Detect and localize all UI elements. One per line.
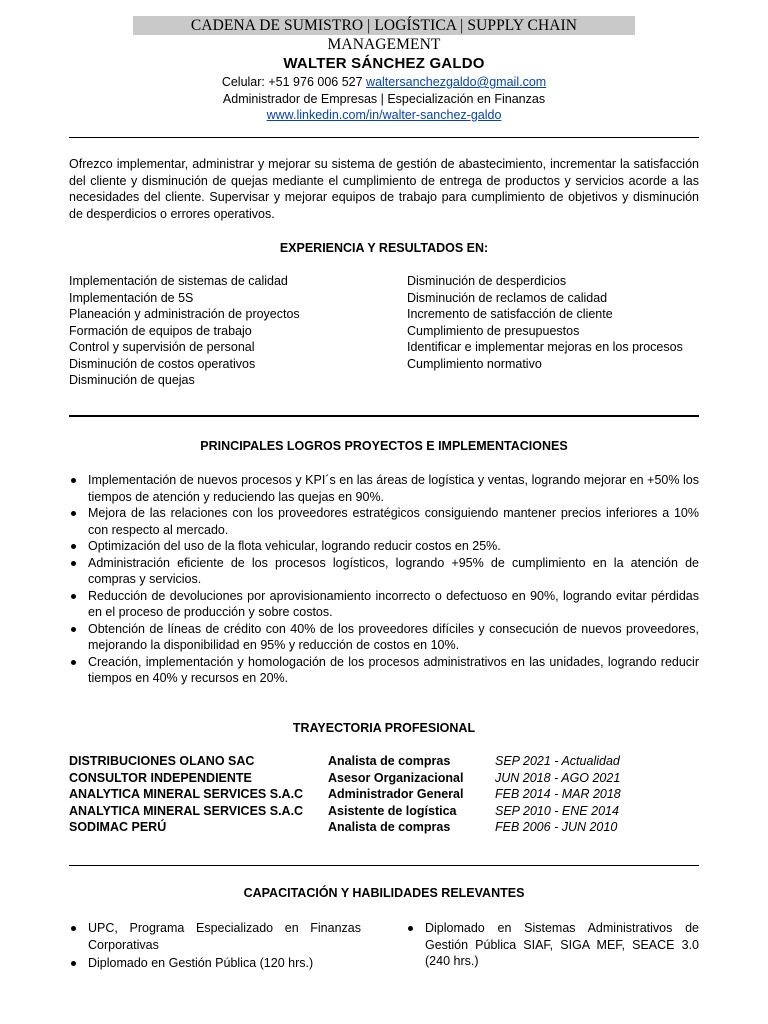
achievements-title: PRINCIPALES LOGROS PROYECTOS E IMPLEMENTACIONES bbox=[200, 439, 568, 453]
cv-header bbox=[0, 54, 768, 124]
section-divider bbox=[69, 415, 699, 417]
experience-item: Disminución de desperdicios bbox=[407, 274, 567, 288]
header-divider bbox=[69, 137, 699, 138]
skill-item: Diplomado en Sistemas Administrativos de Gestión Pública SIAF, SIGA MEF, SEACE 3.0 (240 hrs.) bbox=[406, 920, 699, 970]
experience-right-list bbox=[407, 273, 683, 372]
achievements-list bbox=[69, 472, 699, 687]
experience-item: Implementación de 5S bbox=[69, 290, 194, 305]
dates: JUN 2018 - AGO 2021 bbox=[495, 770, 621, 785]
skills-title: CAPACITACIÓN Y HABILIDADES RELEVANTES bbox=[243, 886, 525, 900]
experience-item: Cumplimiento normativo bbox=[407, 356, 542, 371]
experience-item: Identificar e implementar mejoras en los procesos bbox=[407, 340, 683, 354]
career-row bbox=[69, 819, 699, 836]
dates: SEP 2021 - Actualidad bbox=[495, 754, 620, 768]
bullet-icon bbox=[71, 544, 76, 549]
role: Analista de compras bbox=[328, 754, 451, 768]
profile-summary: Ofrezco implementar, administrar y mejorar su sistema de gestión de abastecimiento, incrementar la satisfacción del cliente y disminución de quejas mediante el cumplimiento de entrega de productos y servicios acorde a las necesidades del cliente. Supervisar y mejorar equipos de trabajo para cumplimiento de objetivos y disminución de desperdicios o errores operativos. bbox=[69, 157, 699, 221]
experience-left-list bbox=[69, 273, 300, 389]
achievement-item: Optimización del uso de la flota vehicular, logrando reducir costos en 25%. bbox=[69, 538, 699, 555]
company: ANALYTICA MINERAL SERVICES S.A.C bbox=[69, 787, 304, 801]
contact-line bbox=[0, 74, 768, 91]
career-row bbox=[69, 753, 699, 770]
role: Analista de compras bbox=[328, 820, 451, 834]
page-banner: CADENA DE SUMISTRO | LOGÍSTICA | SUPPLY CHAIN MANAGEMENT bbox=[133, 16, 635, 35]
experience-item: Control y supervisión de personal bbox=[69, 340, 255, 354]
career-title: TRAYECTORIA PROFESIONAL bbox=[292, 721, 476, 735]
career-row bbox=[69, 786, 699, 803]
experience-item: Implementación de sistemas de calidad bbox=[69, 274, 288, 288]
bullet-icon bbox=[71, 478, 76, 483]
experience-item: Disminución de reclamos de calidad bbox=[407, 290, 608, 305]
company: DISTRIBUCIONES OLANO SAC bbox=[69, 754, 255, 768]
dates: FEB 2006 - JUN 2010 bbox=[495, 820, 618, 834]
experience-item: Incremento de satisfacción de cliente bbox=[407, 307, 613, 321]
bullet-icon bbox=[71, 961, 76, 966]
role: Asesor Organizacional bbox=[328, 770, 464, 785]
experience-item: Cumplimiento de presupuestos bbox=[407, 323, 580, 338]
dates: FEB 2014 - MAR 2018 bbox=[495, 787, 621, 801]
company: ANALYTICA MINERAL SERVICES S.A.C bbox=[69, 803, 304, 818]
career-table bbox=[69, 753, 699, 836]
career-row bbox=[69, 803, 699, 820]
skills-right-list bbox=[406, 920, 699, 970]
experience-title: EXPERIENCIA Y RESULTADOS EN: bbox=[279, 241, 489, 255]
achievement-item: Reducción de devoluciones por aprovisionamiento incorrecto o defectuoso en 90%, logrando evitar pérdidas en el proceso de producción y sobre costos. bbox=[69, 588, 699, 621]
achievement-item: Obtención de líneas de crédito con 40% de los proveedores difíciles y consecución de nuevos proveedores, mejorando la disponibilidad en 95% y reducción de costos en 10%. bbox=[69, 621, 699, 654]
experience-item: Planeación y administración de proyectos bbox=[69, 307, 300, 321]
role: Asistente de logística bbox=[328, 803, 457, 818]
bullet-icon bbox=[408, 926, 413, 931]
linkedin-link[interactable]: www.linkedin.com/in/walter-sanchez-galdo bbox=[266, 108, 502, 122]
achievement-item: Creación, implementación y homologación de los procesos administrativos en las unidades, logrando reducir tiempos en 40% y recursos en 20%. bbox=[69, 654, 699, 687]
bullet-icon bbox=[71, 594, 76, 599]
role: Administrador General bbox=[328, 787, 464, 801]
experience-item: Formación de equipos de trabajo bbox=[69, 323, 252, 338]
experience-item: Disminución de quejas bbox=[69, 373, 195, 387]
phone-label: Celular: +51 976 006 527 bbox=[221, 75, 363, 89]
achievement-item: Administración eficiente de los procesos logísticos, logrando +95% de cumplimiento en la atención de compras y servicios. bbox=[69, 555, 699, 588]
professional-title: Administrador de Empresas | Especialización en Finanzas bbox=[222, 91, 546, 106]
dates: SEP 2010 - ENE 2014 bbox=[495, 803, 619, 818]
email-link[interactable]: waltersanchezgaldo@gmail.com bbox=[366, 75, 547, 89]
achievement-item: Mejora de las relaciones con los proveedores estratégicos consiguiendo mantener precios inferiores a 10% con respecto al mercado. bbox=[69, 505, 699, 538]
bullet-icon bbox=[71, 561, 76, 566]
career-row bbox=[69, 770, 699, 787]
skill-item: UPC, Programa Especializado en Finanzas Corporativas bbox=[69, 920, 361, 953]
candidate-name: WALTER SÁNCHEZ GALDO bbox=[283, 55, 485, 72]
company: CONSULTOR INDEPENDIENTE bbox=[69, 770, 252, 785]
company: SODIMAC PERÚ bbox=[69, 820, 167, 834]
bullet-icon bbox=[71, 511, 76, 516]
skills-left-list bbox=[69, 920, 361, 972]
career-divider bbox=[69, 865, 699, 866]
bullet-icon bbox=[71, 660, 76, 665]
experience-item: Disminución de costos operativos bbox=[69, 356, 256, 371]
bullet-icon bbox=[71, 926, 76, 931]
bullet-icon bbox=[71, 627, 76, 632]
skill-item: Diplomado en Gestión Pública (120 hrs.) bbox=[69, 955, 361, 972]
achievement-item: Implementación de nuevos procesos y KPI´s en las áreas de logística y ventas, logrando mejorar en +50% los tiempos de atención y reduciendo las quejas en 90%. bbox=[69, 472, 699, 505]
